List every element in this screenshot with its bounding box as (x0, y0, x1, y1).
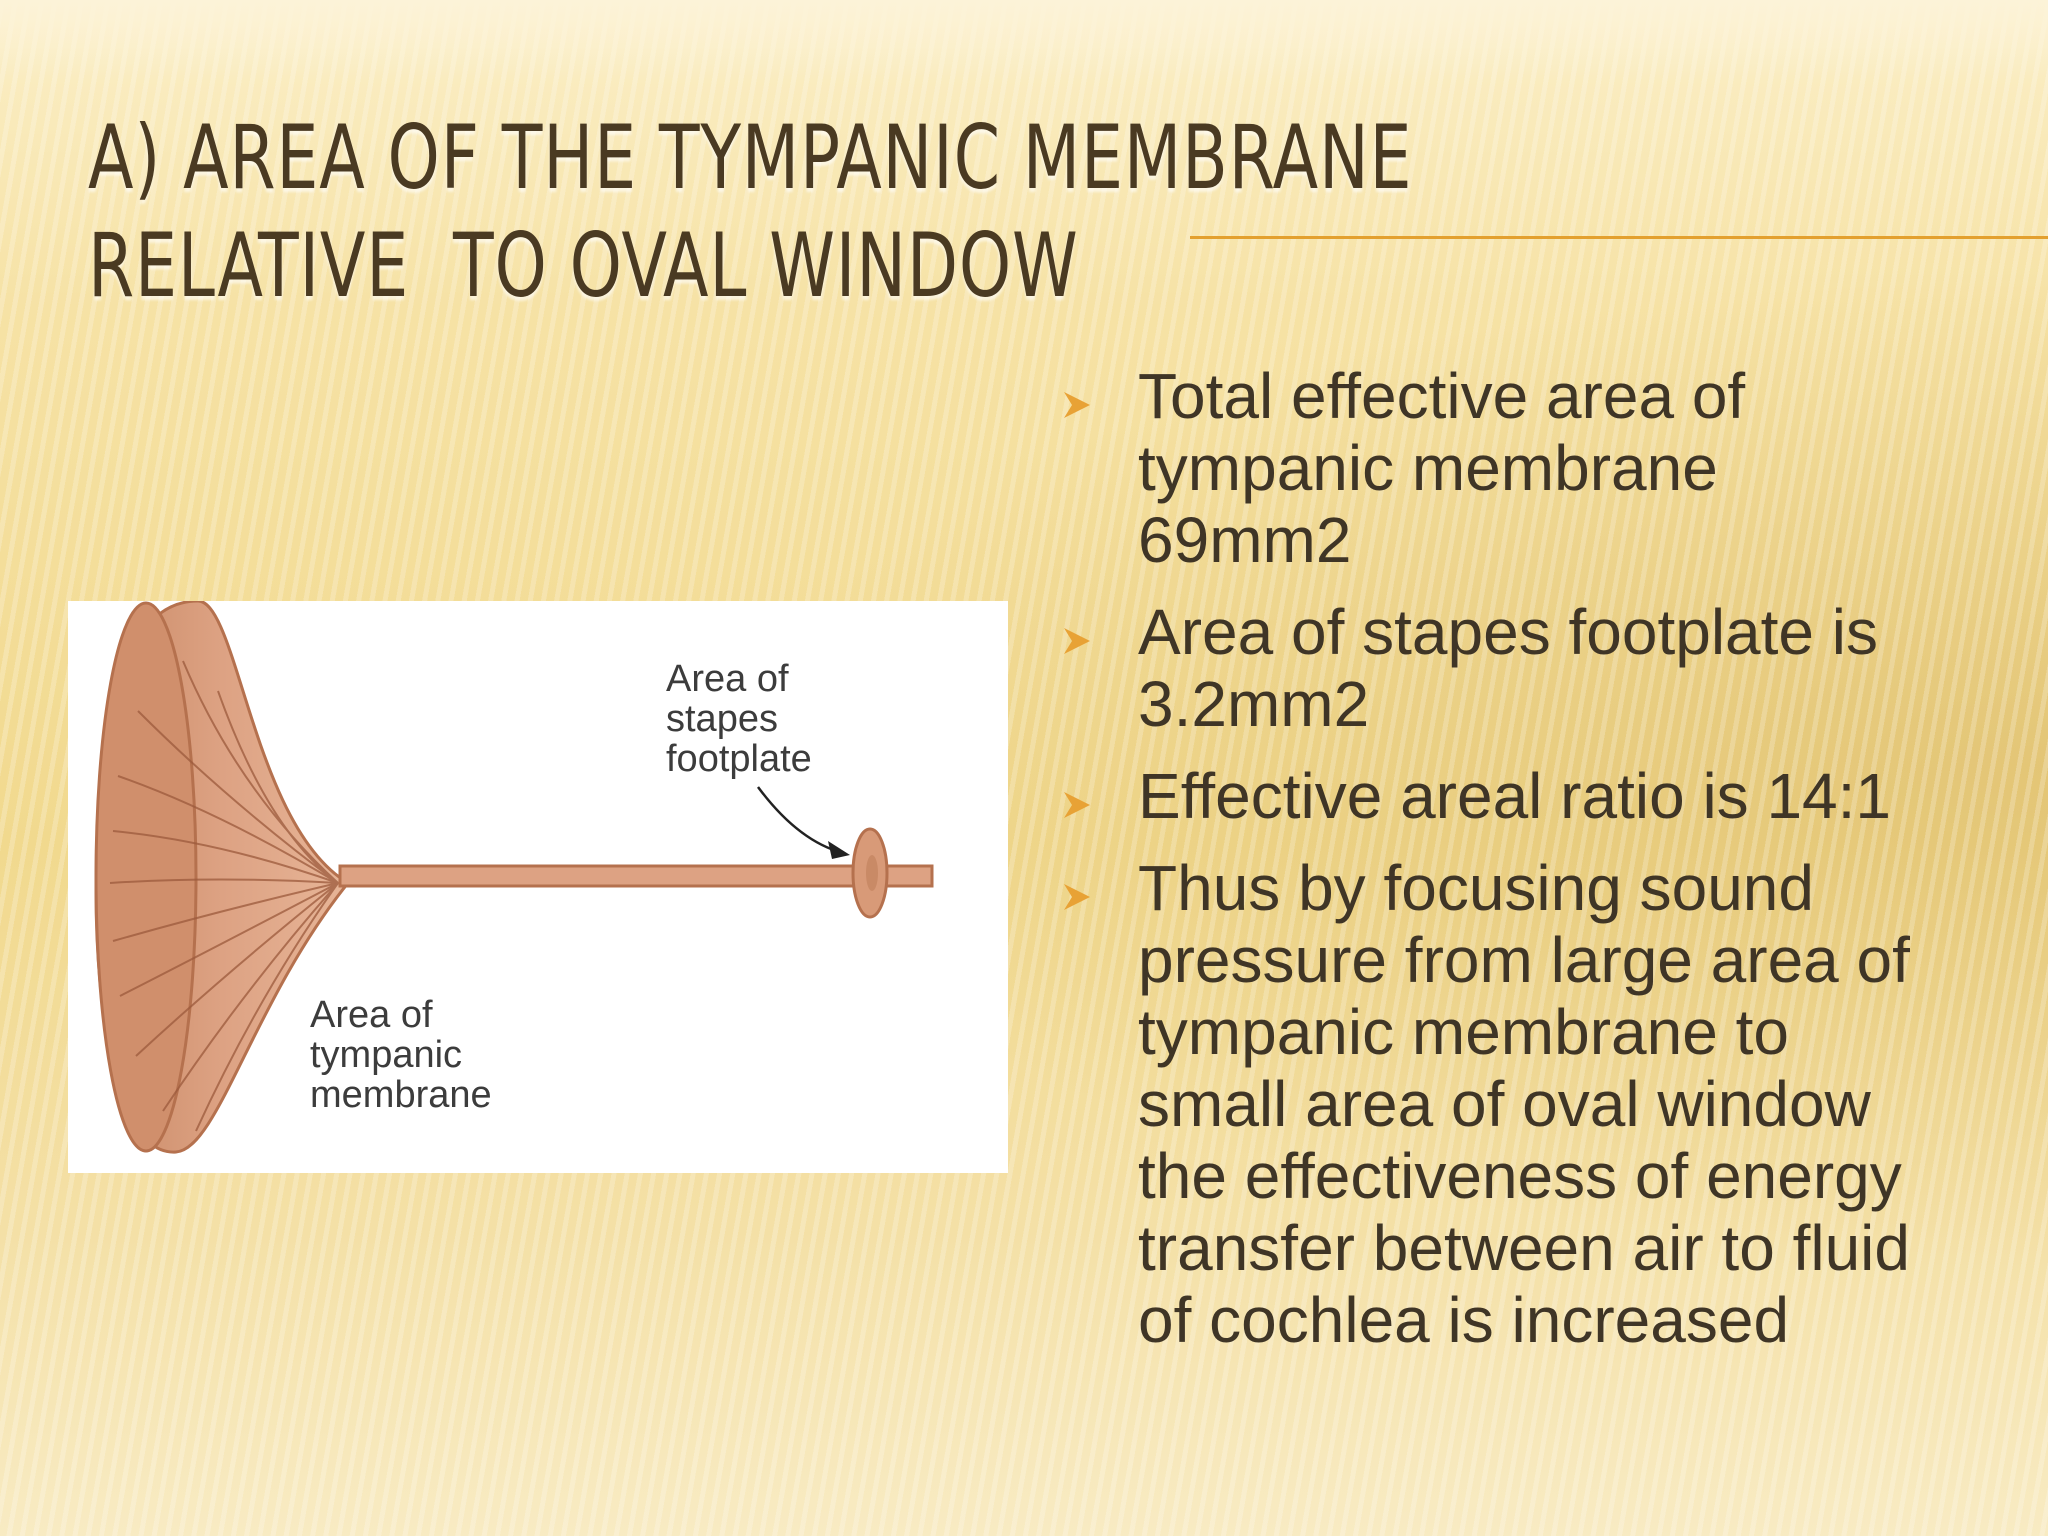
title-line-2: RELATIVE TO OVAL WINDOW (88, 214, 1079, 317)
bullet-item (1060, 360, 2020, 576)
stapes-shaft (340, 866, 932, 886)
footplate-center (866, 855, 878, 891)
bullet-item (1060, 852, 2020, 1356)
label-tympanic-membrane: Area of tympanic membrane (310, 994, 492, 1116)
bullet-text: Area of stapes footplate is 3.2mm2 (1138, 596, 1878, 740)
tympanic-membrane-diagram (68, 601, 1008, 1173)
arrowhead-bullet-icon (1062, 390, 1092, 420)
arrowhead-bullet-icon (1062, 790, 1092, 820)
arrowhead-bullet-icon (1062, 882, 1092, 912)
pointer-arrowhead (828, 841, 850, 859)
bullet-item (1060, 760, 2020, 832)
bullet-text: Thus by focusing sound pressure from large area of tympanic membrane to small area of oval window the effectiveness of energy transfer between air to fluid of cochlea is increased (1138, 852, 1910, 1356)
label-stapes-footplate: Area of stapes footplate (666, 658, 812, 780)
slide-title (88, 104, 1516, 320)
top-band (0, 0, 2048, 80)
arrowhead-bullet-icon (1062, 626, 1092, 656)
diagram-drawing (68, 601, 1008, 1173)
bullet-text: Total effective area of tympanic membrane 69mm2 (1138, 360, 1746, 576)
title-line-1: A) AREA OF THE TYMPANIC MEMBRANE (88, 106, 1413, 209)
membrane-rim (96, 603, 196, 1151)
bullet-list (1060, 360, 2020, 1376)
bullet-text: Effective areal ratio is 14:1 (1138, 760, 1891, 832)
bullet-item (1060, 596, 2020, 740)
